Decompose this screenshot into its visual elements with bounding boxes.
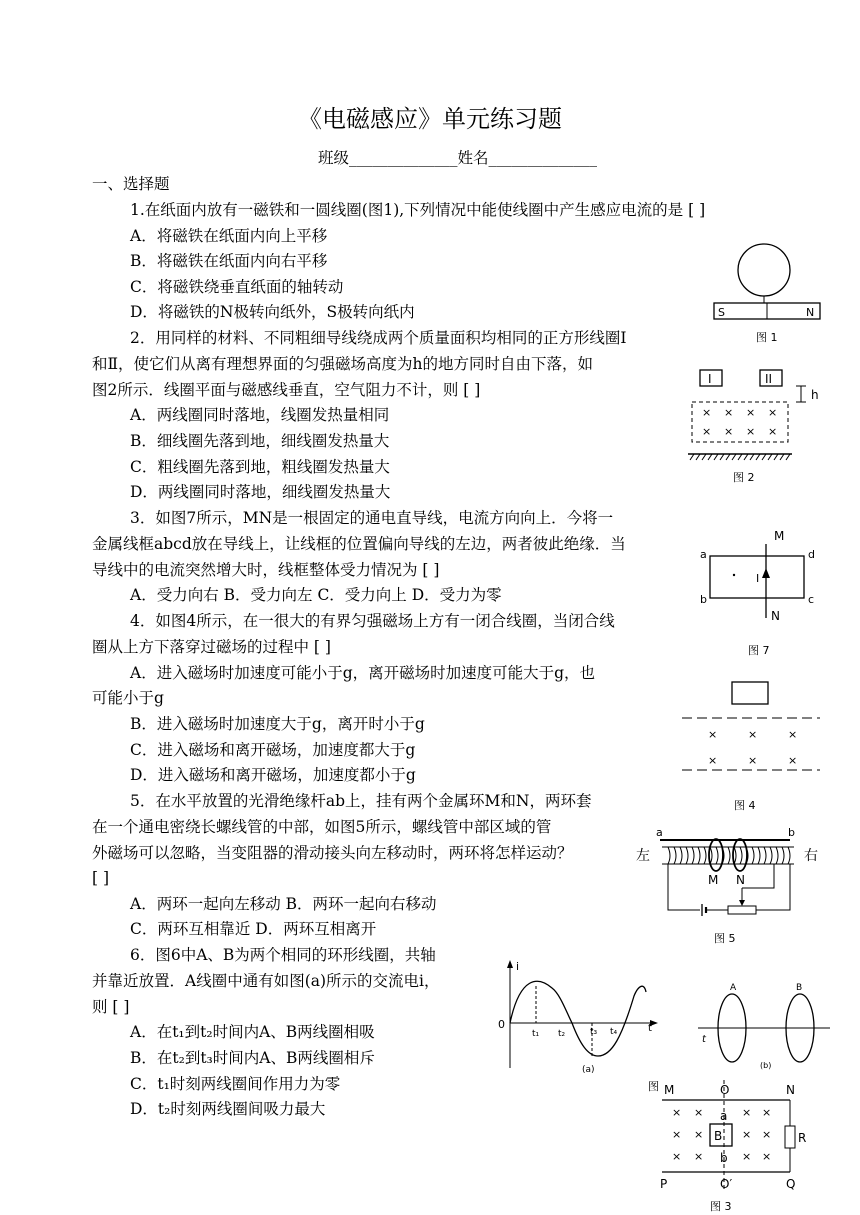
q2-stem-line3: 图2所示．线圈平面与磁感线垂直，空气阻力不计，则 [ ] (92, 381, 481, 399)
q4-option-a-line1: A．进入磁场时加速度可能小于g，离开磁场时加速度可能大于g，也 (130, 664, 596, 682)
field-crosses (702, 406, 777, 438)
slider-arrow (739, 900, 745, 906)
q6-option-b: B．在t₂到t₃时间内A、B两线圈相斥 (130, 1049, 375, 1067)
ring-coil (738, 244, 790, 296)
svg-text:×: × (746, 425, 756, 438)
q2-option-d: D．两线圈同时落地，细线圈发热量大 (130, 483, 391, 501)
q4-option-d: D．进入磁场和离开磁场，加速度都小于g (130, 766, 416, 784)
field-crosses (708, 728, 797, 767)
ring-m (709, 839, 723, 871)
q3-stem-line3: 导线中的电流突然增大时，线框整体受力情况为 [ ] (92, 561, 440, 579)
direction-right-label: 右 (804, 848, 818, 864)
current-arrow (762, 568, 770, 578)
wire-n-label: N (771, 609, 780, 623)
figure-2-falling-coils (688, 364, 828, 488)
origin-label: 0 (498, 1018, 505, 1031)
rail-q-label: Q (786, 1177, 796, 1191)
q1-option-b: B．将磁铁在纸面内向右平移 (130, 252, 328, 270)
svg-text:×: × (708, 754, 718, 767)
axis-o-label: O (720, 1083, 730, 1097)
svg-text:×: × (694, 1128, 704, 1141)
svg-text:×: × (694, 1106, 704, 1119)
axis-o-prime-label: O′ (720, 1177, 733, 1191)
current-i-label: I (756, 572, 760, 585)
figure-4-coil-field (680, 676, 824, 814)
t2-label: t₂ (558, 1029, 566, 1039)
q2-stem-line1: 2．用同样的材料、不同粗细导线绕成两个质量面积均相同的正方形线圈Ⅰ (130, 329, 627, 347)
point-a-label: a (720, 1109, 728, 1123)
q6-option-d: D．t₂时刻两线圈间吸力最大 (130, 1100, 326, 1118)
point-b-label: b (720, 1151, 728, 1165)
ground-hatch (690, 454, 790, 460)
magnet-n-label: N (806, 306, 815, 319)
loop-b-label: B (714, 1129, 723, 1143)
wire-m-label: M (774, 529, 785, 543)
svg-text:×: × (762, 1128, 772, 1141)
q1-option-d: D．将磁铁的N极转向纸外，S极转向纸内 (130, 303, 415, 321)
t-axis-label: t (648, 1023, 652, 1034)
figure-7-wire-frame (696, 526, 826, 660)
svg-text:×: × (694, 1150, 704, 1163)
svg-text:×: × (788, 754, 798, 767)
rheostat (728, 906, 756, 914)
resistor-r (785, 1126, 795, 1148)
svg-text:×: × (702, 425, 712, 438)
direction-left-label: 左 (636, 848, 650, 864)
q3-stem-line1: 3．如图7所示，MN是一根固定的通电直导线，电流方向向上．今将一 (130, 509, 614, 527)
q3-stem-line2: 金属线框abcd放在导线上，让线框的位置偏向导线的左边，两者彼此绝缘．当 (92, 535, 626, 553)
closed-coil (732, 682, 768, 704)
svg-text:×: × (748, 754, 758, 767)
ring-a-label: A (730, 983, 737, 993)
q5-stem-line3: 外磁场可以忽略，当变阻器的滑动接头向左移动时，两环将怎样运动？ (92, 844, 573, 862)
figure-2-caption: 图 2 (733, 471, 755, 484)
q4-stem-line2: 圈从上方下落穿过磁场的过程中 [ ] (92, 638, 331, 656)
rod-b-label: b (788, 826, 795, 839)
corner-a-label: a (700, 548, 707, 561)
svg-text:×: × (768, 406, 778, 419)
svg-text:×: × (724, 406, 734, 419)
svg-text:×: × (768, 425, 778, 438)
figure-6a-current-graph (494, 956, 664, 1076)
q5-answer-bracket: [ ] (92, 869, 110, 887)
circuit-right-wire (756, 864, 790, 910)
figure-6b-coaxial-rings (694, 980, 834, 1072)
svg-text:×: × (762, 1106, 772, 1119)
q1-option-a: A．将磁铁在纸面内向上平移 (130, 227, 328, 245)
slider-lead (742, 864, 774, 888)
q5-options-cd: C．两环互相靠近 D．两环互相离开 (130, 920, 377, 938)
figure-1-ring-magnet (708, 240, 828, 350)
section-heading: 一、选择题 (92, 175, 170, 193)
rail-n-label: N (786, 1083, 795, 1097)
q5-stem-line2: 在一个通电密绕长螺线管的中部，如图5所示，螺线管中部区域的管 (92, 818, 552, 836)
figure-5-solenoid-rings (634, 824, 826, 950)
stray-figure-mark: 图 (648, 1080, 659, 1093)
i-axis-label: i (516, 960, 520, 973)
svg-text:×: × (742, 1150, 752, 1163)
corner-d-label: d (808, 548, 815, 561)
rail-p-label: P (660, 1177, 668, 1191)
figure-6a-caption: (a) (582, 1065, 595, 1075)
q1-stem: 1.在纸面内放有一磁铁和一圆线圈(图1),下列情况中能使线圈中产生感应电流的是 [ ] (130, 201, 706, 219)
class-name-line: 班级______________姓名______________ (318, 149, 598, 167)
figure-4-caption: 图 4 (734, 799, 756, 812)
svg-text:×: × (724, 425, 734, 438)
q6-stem-line3: 则 [ ] (92, 998, 130, 1016)
svg-text:×: × (672, 1150, 682, 1163)
corner-c-label: c (808, 593, 815, 606)
q6-stem-line2: 并靠近放置．A线圈中通有如图(a)所示的交流电i， (92, 972, 440, 990)
svg-text:×: × (746, 406, 756, 419)
page-title: 《电磁感应》单元练习题 (298, 105, 562, 133)
q6-stem-line1: 6．图6中A、B为两个相同的环形线圈，共轴 (130, 946, 436, 964)
svg-text:×: × (708, 728, 718, 741)
svg-text:×: × (788, 728, 798, 741)
figure-3-caption: 图 3 (710, 1200, 732, 1213)
height-label: h (811, 388, 819, 402)
q6-option-c: C．t₁时刻两线圈间作用力为零 (130, 1075, 341, 1093)
svg-text:×: × (742, 1106, 752, 1119)
q2-stem-line2: 和Ⅱ，使它们从离有理想界面的匀强磁场高度为h的地方同时自由下落，如 (92, 355, 594, 373)
ring-m-label: M (708, 873, 719, 887)
corner-b-label: b (700, 593, 707, 606)
q2-option-b: B．细线圈先落到地，细线圈发热量大 (130, 432, 390, 450)
svg-text:×: × (672, 1106, 682, 1119)
q4-option-c: C．进入磁场和离开磁场，加速度都大于g (130, 741, 416, 759)
svg-text:×: × (672, 1128, 682, 1141)
magnet-s-label: S (718, 306, 725, 319)
svg-text:×: × (742, 1128, 752, 1141)
svg-text:×: × (702, 406, 712, 419)
q4-option-b: B．进入磁场时加速度大于g，离开时小于g (130, 715, 425, 733)
q5-stem-line1: 5．在水平放置的光滑绝缘杆ab上，挂有两个金属环M和N，两环套 (130, 792, 592, 810)
q5-options-ab: A．两环一起向左移动 B．两环一起向右移动 (130, 895, 437, 913)
solenoid-windings (668, 847, 790, 864)
q1-option-c: C．将磁铁绕垂直纸面的轴转动 (130, 278, 344, 296)
rod-a-label: a (656, 826, 663, 839)
current-waveform (510, 981, 646, 1056)
q2-option-c: C．粗线圈先落到地，粗线圈发热量大 (130, 458, 390, 476)
q4-stem-line1: 4．如图4所示，在一很大的有界匀强磁场上方有一闭合线圈，当闭合线 (130, 612, 615, 630)
t3-label: t₃ (590, 1027, 598, 1037)
q4-option-a-line2: 可能小于g (92, 689, 164, 707)
frame-dot (733, 574, 735, 576)
circuit-left-wire (668, 864, 700, 910)
figure-5-caption: 图 5 (714, 932, 736, 945)
svg-text:×: × (762, 1150, 772, 1163)
coil-ii-label: II (765, 372, 773, 386)
ring-b-label: B (796, 983, 803, 993)
figure-7-caption: 图 7 (748, 644, 770, 657)
q2-option-a: A．两线圈同时落地，线圈发热量相同 (130, 406, 390, 424)
q6-option-a: A．在t₁到t₂时间内A、B两线圈相吸 (130, 1023, 375, 1041)
coil-i-label: I (708, 372, 712, 386)
q3-options: A．受力向右 B．受力向左 C．受力向上 D．受力为零 (130, 586, 502, 604)
figure-3-rails-resistor (646, 1076, 818, 1214)
t1-label: t₁ (532, 1029, 540, 1039)
t4-label: t₄ (610, 1027, 618, 1037)
rail-m-label: M (664, 1083, 675, 1097)
svg-text:×: × (748, 728, 758, 741)
i-axis-arrow (507, 960, 513, 968)
figure-6b-caption: (b) (760, 1061, 772, 1070)
resistor-r-label: R (798, 1131, 807, 1145)
ring-n (733, 839, 747, 871)
figure-1-caption: 图 1 (756, 331, 778, 344)
current-t-label: t (702, 1034, 706, 1045)
ring-n-label: N (736, 873, 745, 887)
